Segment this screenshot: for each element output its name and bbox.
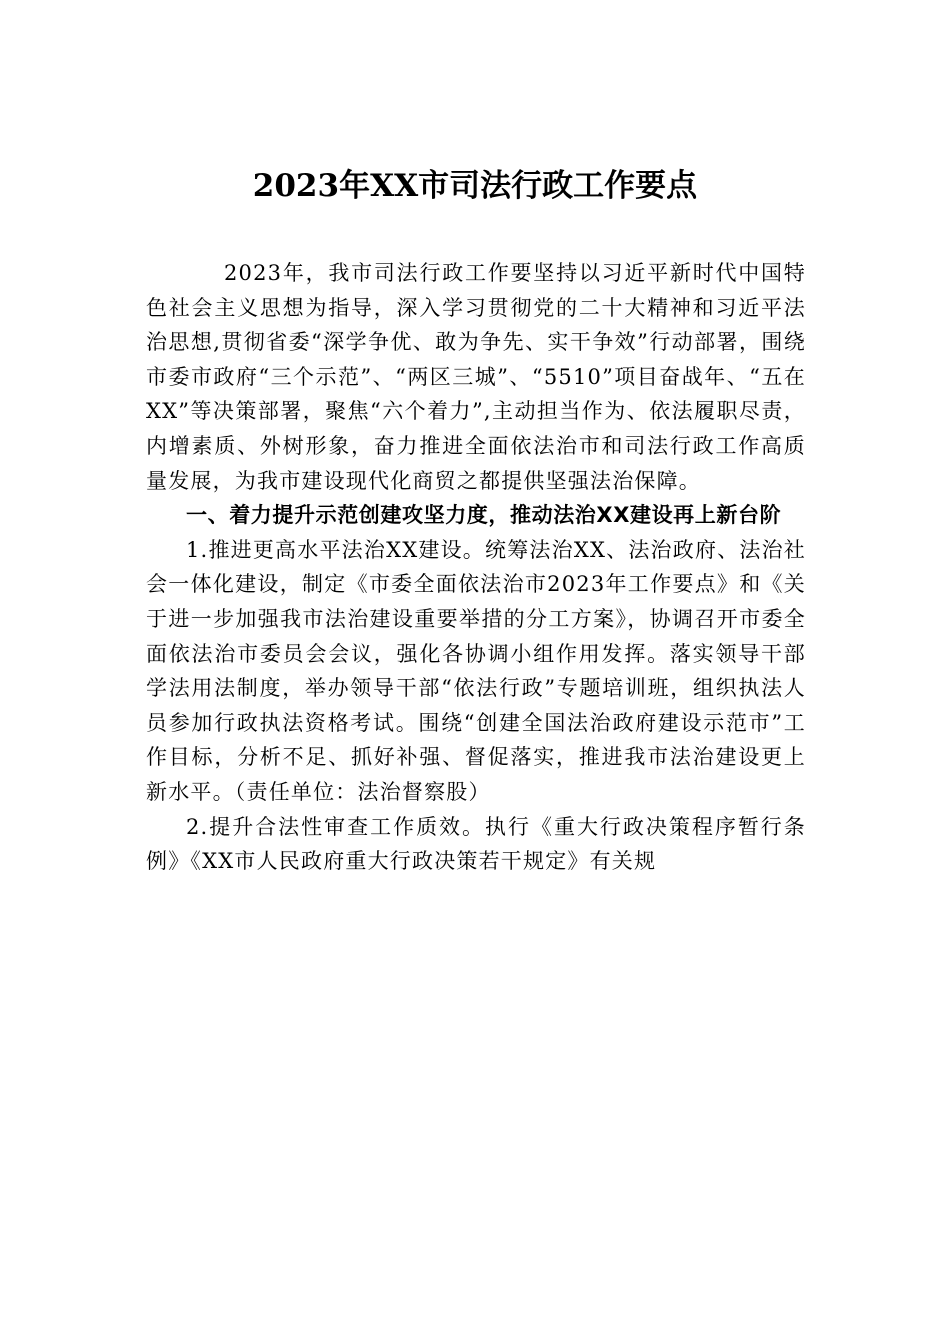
document-title: 2023年XX市司法行政工作要点: [252, 168, 698, 204]
section-heading: 一、着力提升示范创建攻坚力度，推动法治XX建设再上新台阶: [186, 503, 782, 528]
item-paragraph-2: 2.提升合法性审查工作质效。执行《重大行政决策程序暂行条例》《XX市人民政府重大行政决策若干规定》有关规: [146, 814, 806, 874]
intro-paragraph: 2023年，我市司法行政工作要坚持以习近平新时代中国特色社会主义思想为指导，深入学习贯彻党的二十大精神和习近平法治思想,贯彻省委“深学争优、敢为争先、实干争效”行动部署，围绕市委市政府“三个示范”、“两区三城”、“5510”项目奋战年、“五在XX”等决策部署，聚焦“六个着力”,主动担当作为、依法履职尽责，内增素质、外树形象，奋力推进全面依法治市和司法行政工作高质量发展，为我市建设现代化商贸之都提供坚强法治保障。: [146, 261, 806, 493]
document-body: [146, 256, 806, 879]
item-paragraph-1: 1.推进更高水平法治XX建设。统筹法治XX、法治政府、法治社会一体化建设，制定《市委全面依法治市2023年工作要点》和《关于进一步加强我市法治建设重要举措的分工方案》，协调召开市委全面依法治市委员会会议，强化各协调小组作用发挥。落实领导干部学法用法制度，举办领导干部“依法行政”专题培训班，组织执法人员参加行政执法资格考试。围绕“创建全国法治政府建设示范市”工作目标，分析不足、抓好补强、督促落实，推进我市法治建设更上新水平。（责任单位：法治督察股）: [146, 537, 806, 804]
